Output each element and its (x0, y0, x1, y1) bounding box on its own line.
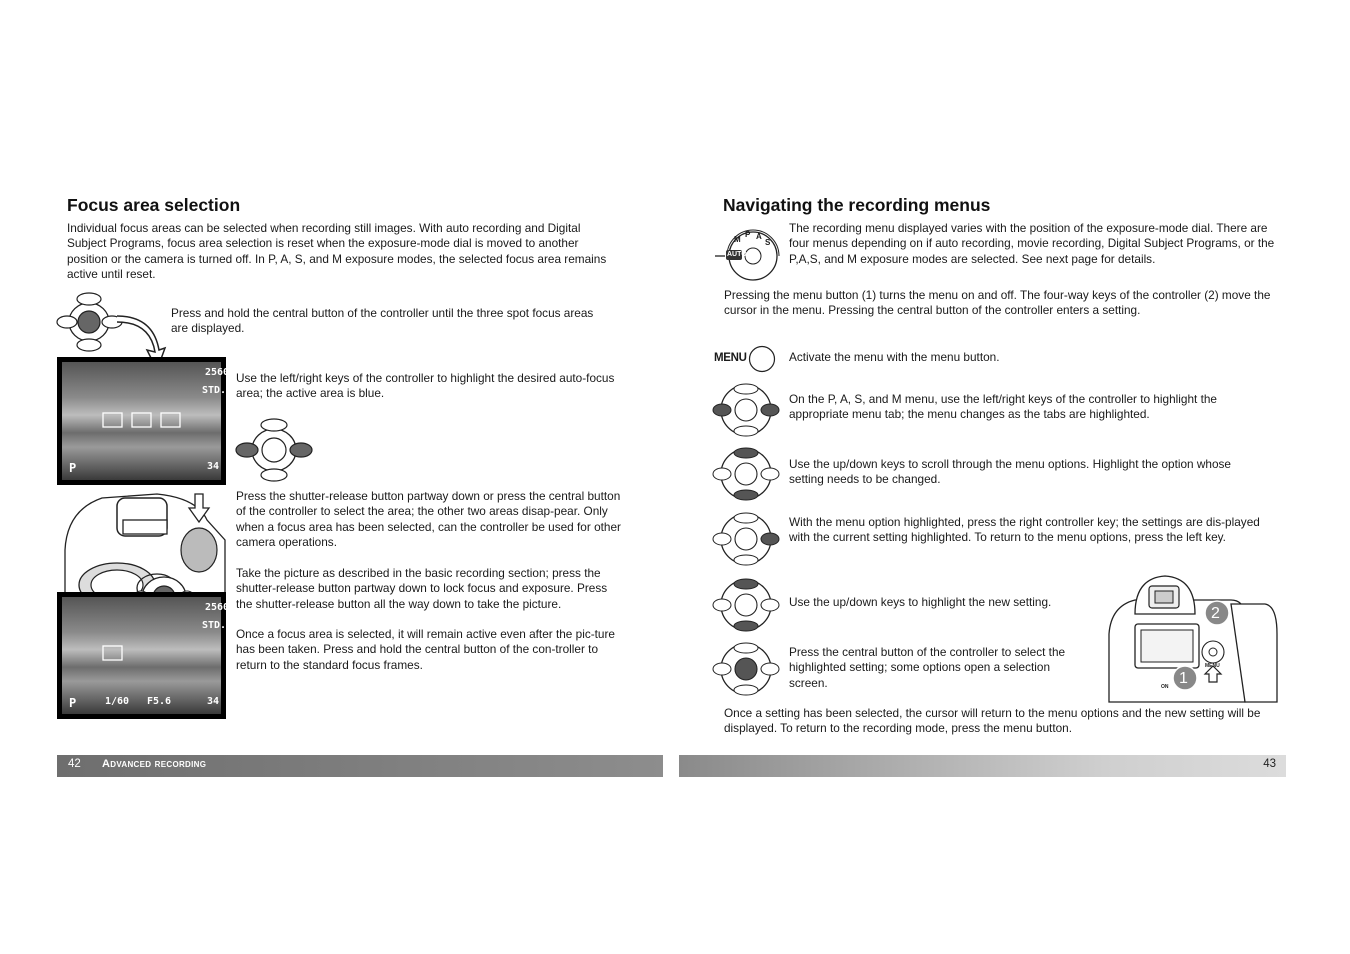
menu-step-2-text: On the P, A, S, and M menu, use the left/right keys of the controller to highlight the appropriate menu tab; the menu changes as the tabs are highlighted. (789, 392, 1217, 422)
menu-step-3-text: Use the up/down keys to scroll through the menu options. Highlight the option whose setting needs to be changed. (789, 457, 1231, 487)
callout-number-2: 2 (1211, 605, 1220, 622)
menu-step-1-text: Activate the menu with the menu button. (789, 350, 1000, 364)
left-section-title: Advanced recording (102, 758, 207, 770)
right-footer-bar (679, 755, 1286, 777)
lcd1-quality: STD. (202, 385, 227, 396)
menu-step-6-text: Press the central button of the controller to select the highlighted setting; some options open a selection screen. (789, 645, 1066, 690)
lcd2-quality: STD. (202, 620, 227, 631)
dial-letter-a: A (756, 232, 762, 241)
step-shutter-text: Press the shutter-release button partway down or press the central button of the controller to select the area; the other two areas disap-pear. Only when a focus area has been selected, can the controller be used for other camera operations. (236, 489, 621, 549)
menu-button-label: MENU (714, 352, 747, 364)
dial-letter-m: M (734, 235, 741, 244)
right-outro-text: Once a setting has been selected, the cursor will return to the menu options and the new setting will be displayed. To return to the recording mode, press the menu button. (724, 706, 1261, 736)
lcd2-shutter-speed: 1/60 (105, 696, 130, 707)
controller-right-key-icon (712, 511, 780, 567)
camera-on-label: ON (1161, 684, 1169, 690)
camera-back-illustration (1105, 574, 1280, 706)
controller-center-button-icon (712, 641, 780, 697)
lcd1-resolution: 2560 (205, 367, 230, 378)
lcd-focus-areas-image (57, 357, 230, 485)
menu-step-5-text: Use the up/down keys to highlight the new setting. (789, 595, 1052, 609)
dial-letter-s: S (765, 238, 771, 247)
left-footer-bar (57, 755, 663, 777)
menu-step-4-text: With the menu option highlighted, press the right controller key; the settings are dis-played with the current setting highlighted. To return to the menu options, press the left key. (789, 515, 1260, 545)
controller-left-right-keys-icon (712, 382, 780, 438)
right-intro-text: The recording menu displayed varies with the position of the exposure-mode dial. There are four menus depending on if auto recording, movie recording, Digital Subject Programs, or the P,A,S, and M exposure modes are selected. See next page for details. (789, 221, 1275, 266)
dial-auto-label: AUTO (727, 251, 747, 258)
left-page-number: 42 (68, 758, 81, 770)
lcd1-frames: 34 (207, 461, 220, 472)
callout-number-1: 1 (1179, 670, 1188, 687)
right-page-number: 43 (1263, 758, 1276, 770)
left-page-title: Focus area selection (67, 195, 241, 215)
menu-button-paragraph: Pressing the menu button (1) turns the menu on and off. The four-way keys of the controller (2) move the cursor in the menu. Pressing the central button of the controller enters a setting. (724, 288, 1271, 318)
camera-menu-label: MENU (1205, 663, 1220, 669)
controller-up-down-keys-icon (712, 446, 780, 502)
lcd2-resolution: 2560 (205, 602, 230, 613)
menu-button-icon (748, 345, 776, 373)
left-intro-text: Individual focus areas can be selected when recording still images. With auto recording and Digital Subject Programs, focus area selection is reset when the exposure-mode dial is moved to another position or the camera is turned off. In P, A, S, and M exposure modes, the selected focus area remains active until reset. (67, 221, 607, 281)
lcd1-mode: P (69, 461, 77, 475)
lcd2-frames: 34 (207, 696, 220, 707)
lcd2-mode: P (69, 696, 77, 710)
right-page-title: Navigating the recording menus (723, 195, 991, 215)
exposure-mode-dial-icon (713, 222, 783, 282)
lcd2-aperture: F5.6 (147, 696, 172, 707)
step-take-picture-text: Take the picture as described in the basic recording section; press the shutter-release button partway down to lock focus and exposure. Press the shutter-release button all the way down to take the picture. (236, 566, 608, 611)
controller-left-right-icon (234, 418, 316, 484)
lcd-selected-area-image (57, 592, 230, 719)
dial-letter-p: P (745, 230, 751, 239)
step-left-right-text: Use the left/right keys of the controller to highlight the desired auto-focus area; the active area is blue. (236, 371, 615, 401)
step-reset-text: Once a focus area is selected, it will remain active even after the pic-ture has been taken. Press and hold the central button of the con-troller to return to the standard focus frames. (236, 627, 615, 672)
step-hold-center-text: Press and hold the central button of the controller until the three spot focus areas are displayed. (171, 306, 594, 336)
controller-up-down-keys-icon-2 (712, 577, 780, 633)
